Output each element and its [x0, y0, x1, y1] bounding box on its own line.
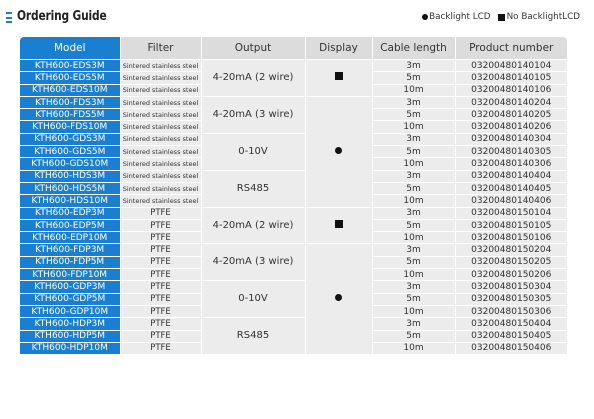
model-cell: KTH600-EDS3M	[20, 60, 120, 72]
product-number-cell: 03200480140406	[455, 195, 567, 207]
product-number-cell: 03200480150206	[455, 269, 567, 281]
filter-cell: Sintered stainless steel	[120, 158, 201, 170]
product-number-cell: 03200480140404	[455, 170, 567, 182]
column-header-product-number: Product number	[455, 37, 567, 60]
model-cell: KTH600-GDP3M	[20, 281, 120, 293]
product-number-cell: 03200480150204	[455, 244, 567, 256]
model-cell: KTH600-GDS3M	[20, 133, 120, 145]
product-number-cell: 03200480140106	[455, 84, 567, 96]
column-header-cable-length: Cable length	[372, 37, 455, 60]
product-number-cell: 03200480150106	[455, 232, 567, 244]
cable-length-cell: 5m	[372, 293, 455, 305]
cable-length-cell: 3m	[372, 96, 455, 108]
dot-icon	[335, 147, 342, 154]
table-row	[20, 96, 567, 108]
filter-cell: PTFE	[120, 281, 201, 293]
table-row	[20, 170, 567, 182]
table-header-row	[20, 37, 567, 60]
model-cell: KTH600-EDP10M	[20, 232, 120, 244]
filter-cell: Sintered stainless steel	[120, 182, 201, 194]
model-cell: KTH600-FDS5M	[20, 109, 120, 121]
cable-length-cell: 5m	[372, 219, 455, 231]
output-cell: 4-20mA (3 wire)	[201, 244, 305, 281]
square-icon	[335, 72, 343, 80]
cable-length-cell: 3m	[372, 133, 455, 145]
filter-cell: PTFE	[120, 305, 201, 317]
model-cell: KTH600-EDS10M	[20, 84, 120, 96]
table-row	[20, 207, 567, 219]
filter-cell: Sintered stainless steel	[120, 96, 201, 108]
display-cell	[305, 60, 372, 97]
ordering-table	[20, 37, 567, 354]
model-cell: KTH600-GDS10M	[20, 158, 120, 170]
product-number-cell: 03200480140305	[455, 146, 567, 158]
display-legend	[422, 12, 580, 23]
cable-length-cell: 5m	[372, 182, 455, 194]
cable-length-cell: 10m	[372, 195, 455, 207]
product-number-cell: 03200480150304	[455, 281, 567, 293]
filter-cell: Sintered stainless steel	[120, 72, 201, 84]
header	[0, 0, 594, 34]
product-number-cell: 03200480150405	[455, 330, 567, 342]
product-number-cell: 03200480140205	[455, 109, 567, 121]
filter-cell: Sintered stainless steel	[120, 60, 201, 72]
product-number-cell: 03200480150305	[455, 293, 567, 305]
product-number-cell: 03200480150306	[455, 305, 567, 317]
filter-cell: PTFE	[120, 256, 201, 268]
table-row	[20, 60, 567, 72]
cable-length-cell: 5m	[372, 109, 455, 121]
cable-length-cell: 3m	[372, 207, 455, 219]
cable-length-cell: 10m	[372, 342, 455, 354]
model-cell: KTH600-HDS5M	[20, 182, 120, 194]
cable-length-cell: 5m	[372, 256, 455, 268]
filter-cell: PTFE	[120, 293, 201, 305]
filter-cell: PTFE	[120, 219, 201, 231]
dot-icon	[335, 294, 342, 301]
product-number-cell: 03200480140306	[455, 158, 567, 170]
filter-cell: PTFE	[120, 269, 201, 281]
product-number-cell: 03200480150105	[455, 219, 567, 231]
filter-cell: Sintered stainless steel	[120, 84, 201, 96]
model-cell: KTH600-GDP5M	[20, 293, 120, 305]
table-row	[20, 244, 567, 256]
model-cell: KTH600-FDS10M	[20, 121, 120, 133]
menu-lines-icon	[6, 12, 12, 23]
cable-length-cell: 5m	[372, 146, 455, 158]
filter-cell: PTFE	[120, 232, 201, 244]
model-cell: KTH600-HDP5M	[20, 330, 120, 342]
product-number-cell: 03200480140104	[455, 60, 567, 72]
product-number-cell: 03200480150205	[455, 256, 567, 268]
model-cell: KTH600-EDP3M	[20, 207, 120, 219]
model-cell: KTH600-EDS5M	[20, 72, 120, 84]
model-cell: KTH600-FDS3M	[20, 96, 120, 108]
table-row	[20, 133, 567, 145]
cable-length-cell: 10m	[372, 305, 455, 317]
model-cell: KTH600-HDS10M	[20, 195, 120, 207]
filter-cell: PTFE	[120, 342, 201, 354]
filter-cell: Sintered stainless steel	[120, 133, 201, 145]
output-cell: 0-10V	[201, 133, 305, 170]
output-cell: RS485	[201, 170, 305, 207]
cable-length-cell: 10m	[372, 269, 455, 281]
model-cell: KTH600-FDP10M	[20, 269, 120, 281]
output-cell: 0-10V	[201, 281, 305, 318]
cable-length-cell: 3m	[372, 60, 455, 72]
model-cell: KTH600-HDS3M	[20, 170, 120, 182]
filter-cell: Sintered stainless steel	[120, 146, 201, 158]
product-number-cell: 03200480150406	[455, 342, 567, 354]
cable-length-cell: 3m	[372, 318, 455, 330]
column-header-display: Display	[305, 37, 372, 60]
cable-length-cell: 10m	[372, 232, 455, 244]
filter-cell: Sintered stainless steel	[120, 170, 201, 182]
product-number-cell: 03200480140304	[455, 133, 567, 145]
cable-length-cell: 10m	[372, 121, 455, 133]
model-cell: KTH600-EDP5M	[20, 219, 120, 231]
cable-length-cell: 10m	[372, 84, 455, 96]
cable-length-cell: 3m	[372, 244, 455, 256]
product-number-cell: 03200480140206	[455, 121, 567, 133]
model-cell: KTH600-GDS5M	[20, 146, 120, 158]
product-number-cell: 03200480140405	[455, 182, 567, 194]
display-cell	[305, 207, 372, 244]
product-number-cell: 03200480150404	[455, 318, 567, 330]
output-cell: 4-20mA (2 wire)	[201, 60, 305, 97]
display-cell	[305, 96, 372, 207]
model-cell: KTH600-HDP10M	[20, 342, 120, 354]
output-cell: 4-20mA (3 wire)	[201, 96, 305, 133]
filter-cell: PTFE	[120, 244, 201, 256]
table-row	[20, 318, 567, 330]
model-cell: KTH600-HDP3M	[20, 318, 120, 330]
square-icon	[498, 14, 505, 21]
legend-no-backlight-label: No BacklightLCD	[506, 12, 580, 22]
filter-cell: PTFE	[120, 330, 201, 342]
display-cell	[305, 244, 372, 354]
column-header-output: Output	[201, 37, 305, 60]
filter-cell: Sintered stainless steel	[120, 121, 201, 133]
square-icon	[335, 220, 343, 228]
product-number-cell: 03200480140204	[455, 96, 567, 108]
table-row	[20, 281, 567, 293]
cable-length-cell: 10m	[372, 158, 455, 170]
filter-cell: PTFE	[120, 318, 201, 330]
column-header-filter: Filter	[120, 37, 201, 60]
cable-length-cell: 5m	[372, 72, 455, 84]
dot-icon	[422, 14, 428, 20]
filter-cell: Sintered stainless steel	[120, 195, 201, 207]
model-cell: KTH600-GDP10M	[20, 305, 120, 317]
legend-backlight-label: Backlight LCD	[429, 12, 491, 22]
output-cell: RS485	[201, 318, 305, 354]
model-cell: KTH600-FDP3M	[20, 244, 120, 256]
cable-length-cell: 3m	[372, 170, 455, 182]
model-cell: KTH600-FDP5M	[20, 256, 120, 268]
filter-cell: Sintered stainless steel	[120, 109, 201, 121]
filter-cell: PTFE	[120, 207, 201, 219]
output-cell: 4-20mA (2 wire)	[201, 207, 305, 244]
cable-length-cell: 3m	[372, 281, 455, 293]
product-number-cell: 03200480140105	[455, 72, 567, 84]
cable-length-cell: 5m	[372, 330, 455, 342]
product-number-cell: 03200480150104	[455, 207, 567, 219]
column-header-model: Model	[20, 37, 120, 60]
page-title: Ordering Guide	[17, 9, 107, 24]
